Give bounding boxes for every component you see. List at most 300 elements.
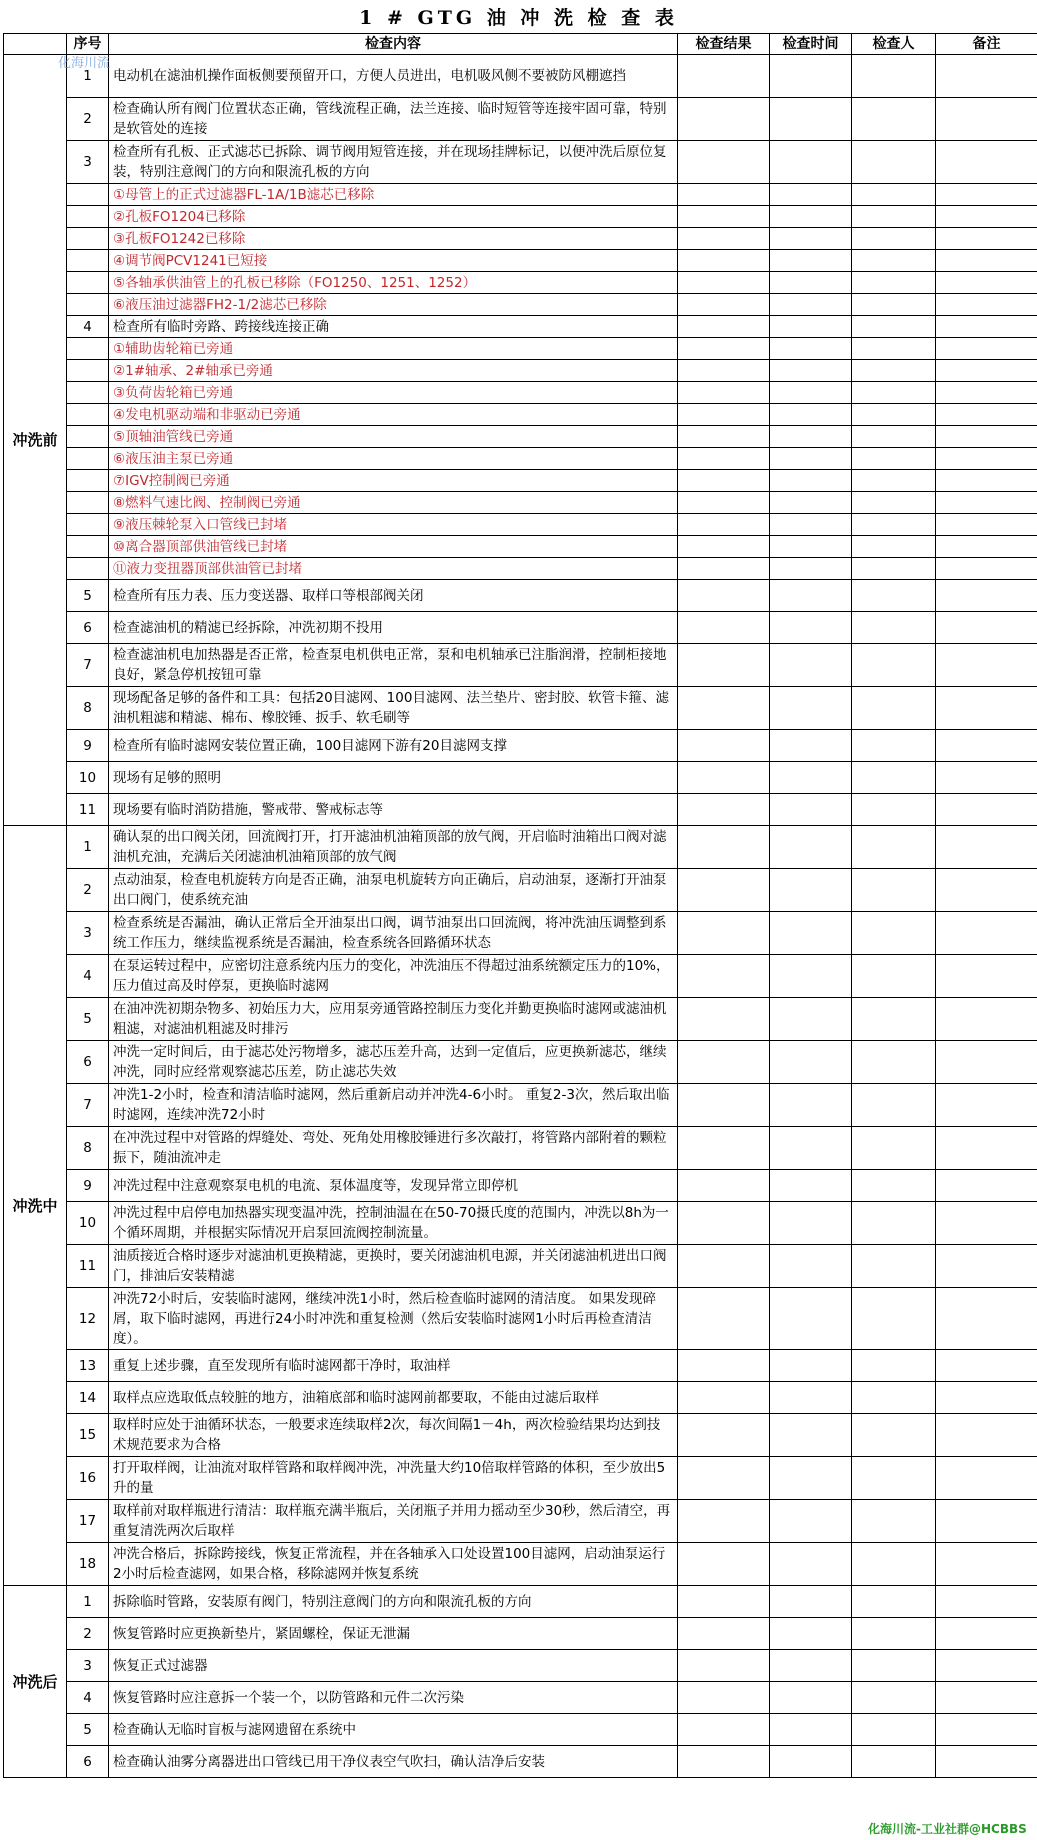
table-row	[4, 955, 1037, 998]
remark-cell[interactable]	[936, 1041, 1037, 1084]
remark-cell[interactable]	[936, 580, 1037, 612]
result-cell[interactable]	[678, 1245, 770, 1288]
result-cell[interactable]	[678, 228, 770, 250]
check-item-content: 检查确认所有阀门位置状态正确，管线流程正确，法兰连接、临时短管等连接牢固可靠，特别是软管处的连接	[109, 98, 678, 141]
table-row	[4, 1127, 1037, 1170]
row-seq	[67, 250, 109, 272]
remark-cell[interactable]	[936, 955, 1037, 998]
remark-cell[interactable]	[936, 1682, 1037, 1714]
table-row	[4, 1650, 1037, 1682]
time-cell[interactable]	[770, 1586, 852, 1618]
table-row	[4, 55, 1037, 98]
row-seq: 6	[67, 1041, 109, 1084]
row-seq	[67, 448, 109, 470]
table-row	[4, 998, 1037, 1041]
remark-cell[interactable]	[936, 1543, 1037, 1586]
remark-cell[interactable]	[936, 272, 1037, 294]
table-row	[4, 1202, 1037, 1245]
row-seq: 1	[67, 826, 109, 869]
check-item-content: 在油冲洗初期杂物多、初始压力大，应用泵旁通管路控制压力变化并勤更换临时滤网或滤油机粗滤，对滤油机粗滤及时排污	[109, 998, 678, 1041]
sub-item-content: ⑪液力变扭器顶部供油管已封堵	[109, 558, 678, 580]
time-cell[interactable]	[770, 1084, 852, 1127]
remark-cell[interactable]	[936, 558, 1037, 580]
time-cell[interactable]	[770, 1382, 852, 1414]
result-cell[interactable]	[678, 206, 770, 228]
inspector-cell[interactable]	[852, 762, 936, 794]
inspector-cell[interactable]	[852, 184, 936, 206]
time-cell[interactable]	[770, 644, 852, 687]
time-cell[interactable]	[770, 206, 852, 228]
remark-cell[interactable]	[936, 184, 1037, 206]
table-row	[4, 184, 1037, 206]
remark-cell[interactable]	[936, 492, 1037, 514]
time-cell[interactable]	[770, 448, 852, 470]
inspector-cell[interactable]	[852, 1500, 936, 1543]
row-seq: 12	[67, 1288, 109, 1350]
remark-cell[interactable]	[936, 514, 1037, 536]
result-cell[interactable]	[678, 1382, 770, 1414]
result-cell[interactable]	[678, 1127, 770, 1170]
time-cell[interactable]	[770, 470, 852, 492]
time-cell[interactable]	[770, 1414, 852, 1457]
inspector-cell[interactable]	[852, 1084, 936, 1127]
remark-cell[interactable]	[936, 687, 1037, 730]
remark-cell[interactable]	[936, 998, 1037, 1041]
row-seq: 1	[67, 1586, 109, 1618]
header-remark: 备注	[936, 34, 1037, 55]
time-cell[interactable]	[770, 1245, 852, 1288]
inspector-cell[interactable]	[852, 580, 936, 612]
result-cell[interactable]	[678, 141, 770, 184]
remark-cell[interactable]	[936, 98, 1037, 141]
result-cell[interactable]	[678, 558, 770, 580]
header-seq: 序号	[67, 34, 109, 55]
inspector-cell[interactable]	[852, 470, 936, 492]
table-row	[4, 794, 1037, 826]
header-row	[4, 34, 1037, 55]
result-cell[interactable]	[678, 360, 770, 382]
sub-item-content: ⑨液压棘轮泵入口管线已封堵	[109, 514, 678, 536]
time-cell[interactable]	[770, 184, 852, 206]
result-cell[interactable]	[678, 1350, 770, 1382]
remark-cell[interactable]	[936, 1414, 1037, 1457]
sub-item-content: ②1#轴承、2#轴承已旁通	[109, 360, 678, 382]
time-cell[interactable]	[770, 1500, 852, 1543]
check-item-content: 冲洗72小时后，安装临时滤网，继续冲洗1小时，然后检查临时滤网的清洁度。 如果发现碎屑，取下临时滤网，再进行24小时冲洗和重复检测（然后安装临时滤网1小时后再检查清洁度）。	[109, 1288, 678, 1350]
table-row	[4, 536, 1037, 558]
remark-cell[interactable]	[936, 1382, 1037, 1414]
remark-cell[interactable]	[936, 1714, 1037, 1746]
remark-cell[interactable]	[936, 644, 1037, 687]
time-cell[interactable]	[770, 869, 852, 912]
time-cell[interactable]	[770, 558, 852, 580]
time-cell[interactable]	[770, 955, 852, 998]
inspector-cell[interactable]	[852, 382, 936, 404]
result-cell[interactable]	[678, 470, 770, 492]
row-seq	[67, 360, 109, 382]
time-cell[interactable]	[770, 912, 852, 955]
result-cell[interactable]	[678, 404, 770, 426]
inspector-cell[interactable]	[852, 1127, 936, 1170]
result-cell[interactable]	[678, 826, 770, 869]
inspector-cell[interactable]	[852, 687, 936, 730]
remark-cell[interactable]	[936, 206, 1037, 228]
remark-cell[interactable]	[936, 294, 1037, 316]
result-cell[interactable]	[678, 687, 770, 730]
row-seq: 5	[67, 580, 109, 612]
table-row	[4, 1288, 1037, 1350]
sub-item-content: ②孔板FO1204已移除	[109, 206, 678, 228]
result-cell[interactable]	[678, 1746, 770, 1778]
row-seq: 1	[67, 55, 109, 98]
remark-cell[interactable]	[936, 826, 1037, 869]
remark-cell[interactable]	[936, 338, 1037, 360]
row-seq	[67, 272, 109, 294]
table-row	[4, 644, 1037, 687]
time-cell[interactable]	[770, 338, 852, 360]
check-item-content: 检查确认油雾分离器进出口管线已用干净仪表空气吹扫，确认洁净后安装	[109, 1746, 678, 1778]
time-cell[interactable]	[770, 272, 852, 294]
table-row	[4, 492, 1037, 514]
remark-cell[interactable]	[936, 448, 1037, 470]
inspector-cell[interactable]	[852, 206, 936, 228]
remark-cell[interactable]	[936, 1245, 1037, 1288]
result-cell[interactable]	[678, 1457, 770, 1500]
result-cell[interactable]	[678, 998, 770, 1041]
result-cell[interactable]	[678, 794, 770, 826]
time-cell[interactable]	[770, 1543, 852, 1586]
check-item-content: 电动机在滤油机操作面板侧要预留开口，方便人员进出，电机吸风侧不要被防风棚遮挡	[109, 55, 678, 98]
row-seq	[67, 404, 109, 426]
inspector-cell[interactable]	[852, 426, 936, 448]
inspector-cell[interactable]	[852, 98, 936, 141]
result-cell[interactable]	[678, 316, 770, 338]
inspector-cell[interactable]	[852, 250, 936, 272]
remark-cell[interactable]	[936, 794, 1037, 826]
time-cell[interactable]	[770, 1127, 852, 1170]
row-seq: 6	[67, 1746, 109, 1778]
time-cell[interactable]	[770, 1682, 852, 1714]
remark-cell[interactable]	[936, 141, 1037, 184]
check-item-content: 确认泵的出口阀关闭，回流阀打开，打开滤油机油箱顶部的放气阀，开启临时油箱出口阀对滤油机充油，充满后关闭滤油机油箱顶部的放气阀	[109, 826, 678, 869]
remark-cell[interactable]	[936, 316, 1037, 338]
inspector-cell[interactable]	[852, 1350, 936, 1382]
result-cell[interactable]	[678, 1414, 770, 1457]
time-cell[interactable]	[770, 730, 852, 762]
table-row	[4, 912, 1037, 955]
row-seq: 11	[67, 794, 109, 826]
row-seq: 10	[67, 762, 109, 794]
remark-cell[interactable]	[936, 1350, 1037, 1382]
time-cell[interactable]	[770, 360, 852, 382]
time-cell[interactable]	[770, 492, 852, 514]
inspector-cell[interactable]	[852, 1618, 936, 1650]
inspector-cell[interactable]	[852, 514, 936, 536]
header-inspector: 检查人	[852, 34, 936, 55]
time-cell[interactable]	[770, 382, 852, 404]
inspector-cell[interactable]	[852, 294, 936, 316]
table-row	[4, 426, 1037, 448]
remark-cell[interactable]	[936, 762, 1037, 794]
inspector-cell[interactable]	[852, 1746, 936, 1778]
row-seq: 4	[67, 955, 109, 998]
inspector-cell[interactable]	[852, 448, 936, 470]
inspector-cell[interactable]	[852, 1650, 936, 1682]
time-cell[interactable]	[770, 1457, 852, 1500]
table-row	[4, 730, 1037, 762]
result-cell[interactable]	[678, 1288, 770, 1350]
remark-cell[interactable]	[936, 426, 1037, 448]
time-cell[interactable]	[770, 426, 852, 448]
time-cell[interactable]	[770, 514, 852, 536]
sub-item-content: ④发电机驱动端和非驱动已旁通	[109, 404, 678, 426]
check-item-content: 恢复管路时应更换新垫片，紧固螺栓，保证无泄漏	[109, 1618, 678, 1650]
inspector-cell[interactable]	[852, 1682, 936, 1714]
time-cell[interactable]	[770, 250, 852, 272]
time-cell[interactable]	[770, 98, 852, 141]
time-cell[interactable]	[770, 228, 852, 250]
check-item-content: 取样前对取样瓶进行清洁：取样瓶充满半瓶后，关闭瓶子并用力摇动至少30秒，然后清空，再重复清洗两次后取样	[109, 1500, 678, 1543]
row-seq: 4	[67, 1682, 109, 1714]
table-row	[4, 1457, 1037, 1500]
row-seq: 11	[67, 1245, 109, 1288]
result-cell[interactable]	[678, 55, 770, 98]
check-item-content: 检查所有临时旁路、跨接线连接正确	[109, 316, 678, 338]
time-cell[interactable]	[770, 1618, 852, 1650]
check-item-content: 现场要有临时消防措施，警戒带、警戒标志等	[109, 794, 678, 826]
inspector-cell[interactable]	[852, 1202, 936, 1245]
result-cell[interactable]	[678, 448, 770, 470]
result-cell[interactable]	[678, 1618, 770, 1650]
row-seq: 18	[67, 1543, 109, 1586]
check-item-content: 冲洗过程中注意观察泵电机的电流、泵体温度等，发现异常立即停机	[109, 1170, 678, 1202]
inspector-cell[interactable]	[852, 536, 936, 558]
header-result: 检查结果	[678, 34, 770, 55]
time-cell[interactable]	[770, 762, 852, 794]
time-cell[interactable]	[770, 294, 852, 316]
table-row	[4, 272, 1037, 294]
table-row	[4, 1586, 1037, 1618]
time-cell[interactable]	[770, 404, 852, 426]
inspector-cell[interactable]	[852, 794, 936, 826]
result-cell[interactable]	[678, 1202, 770, 1245]
inspector-cell[interactable]	[852, 869, 936, 912]
row-seq: 9	[67, 730, 109, 762]
result-cell[interactable]	[678, 338, 770, 360]
inspector-cell[interactable]	[852, 998, 936, 1041]
inspector-cell[interactable]	[852, 955, 936, 998]
remark-cell[interactable]	[936, 1650, 1037, 1682]
remark-cell[interactable]	[936, 250, 1037, 272]
table-row	[4, 687, 1037, 730]
inspector-cell[interactable]	[852, 360, 936, 382]
remark-cell[interactable]	[936, 382, 1037, 404]
row-seq	[67, 426, 109, 448]
inspector-cell[interactable]	[852, 338, 936, 360]
time-cell[interactable]	[770, 1350, 852, 1382]
remark-cell[interactable]	[936, 536, 1037, 558]
inspector-cell[interactable]	[852, 1288, 936, 1350]
result-cell[interactable]	[678, 382, 770, 404]
time-cell[interactable]	[770, 612, 852, 644]
row-seq: 5	[67, 998, 109, 1041]
table-row	[4, 470, 1037, 492]
time-cell[interactable]	[770, 316, 852, 338]
result-cell[interactable]	[678, 514, 770, 536]
result-cell[interactable]	[678, 294, 770, 316]
inspector-cell[interactable]	[852, 272, 936, 294]
inspector-cell[interactable]	[852, 141, 936, 184]
inspector-cell[interactable]	[852, 612, 936, 644]
time-cell[interactable]	[770, 687, 852, 730]
time-cell[interactable]	[770, 1041, 852, 1084]
table-row	[4, 382, 1037, 404]
time-cell[interactable]	[770, 998, 852, 1041]
time-cell[interactable]	[770, 536, 852, 558]
inspector-cell[interactable]	[852, 1170, 936, 1202]
sub-item-content: ⑥液压油过滤器FH2-1/2滤芯已移除	[109, 294, 678, 316]
time-cell[interactable]	[770, 55, 852, 98]
remark-cell[interactable]	[936, 404, 1037, 426]
result-cell[interactable]	[678, 1170, 770, 1202]
remark-cell[interactable]	[936, 1202, 1037, 1245]
result-cell[interactable]	[678, 1543, 770, 1586]
phase-label: 冲洗中	[4, 826, 67, 1586]
table-row	[4, 1500, 1037, 1543]
inspector-cell[interactable]	[852, 1586, 936, 1618]
result-cell[interactable]	[678, 272, 770, 294]
inspector-cell[interactable]	[852, 1041, 936, 1084]
time-cell[interactable]	[770, 794, 852, 826]
remark-cell[interactable]	[936, 869, 1037, 912]
inspector-cell[interactable]	[852, 1414, 936, 1457]
table-row	[4, 360, 1037, 382]
sub-item-content: ⑤顶轴油管线已旁通	[109, 426, 678, 448]
result-cell[interactable]	[678, 1084, 770, 1127]
inspector-cell[interactable]	[852, 826, 936, 869]
row-seq	[67, 536, 109, 558]
time-cell[interactable]	[770, 1650, 852, 1682]
table-row	[4, 869, 1037, 912]
sub-item-content: ⑧燃料气速比阀、控制阀已旁通	[109, 492, 678, 514]
result-cell[interactable]	[678, 1586, 770, 1618]
check-item-content: 拆除临时管路，安装原有阀门，特别注意阀门的方向和限流孔板的方向	[109, 1586, 678, 1618]
table-row	[4, 404, 1037, 426]
table-row	[4, 580, 1037, 612]
table-row	[4, 1618, 1037, 1650]
inspector-cell[interactable]	[852, 404, 936, 426]
result-cell[interactable]	[678, 1500, 770, 1543]
inspector-cell[interactable]	[852, 492, 936, 514]
sub-item-content: ①辅助齿轮箱已旁通	[109, 338, 678, 360]
result-cell[interactable]	[678, 184, 770, 206]
time-cell[interactable]	[770, 141, 852, 184]
time-cell[interactable]	[770, 1288, 852, 1350]
row-seq	[67, 470, 109, 492]
result-cell[interactable]	[678, 955, 770, 998]
result-cell[interactable]	[678, 644, 770, 687]
table-row	[4, 141, 1037, 184]
row-seq	[67, 514, 109, 536]
row-seq: 7	[67, 1084, 109, 1127]
check-item-content: 在泵运转过程中，应密切注意系统内压力的变化，冲洗油压不得超过油系统额定压力的10%，压力值过高及时停泵，更换临时滤网	[109, 955, 678, 998]
check-item-content: 恢复管路时应注意拆一个装一个，以防管路和元件二次污染	[109, 1682, 678, 1714]
inspector-cell[interactable]	[852, 1543, 936, 1586]
remark-cell[interactable]	[936, 228, 1037, 250]
result-cell[interactable]	[678, 426, 770, 448]
result-cell[interactable]	[678, 1682, 770, 1714]
table-row	[4, 294, 1037, 316]
result-cell[interactable]	[678, 912, 770, 955]
result-cell[interactable]	[678, 580, 770, 612]
inspector-cell[interactable]	[852, 55, 936, 98]
result-cell[interactable]	[678, 612, 770, 644]
remark-cell[interactable]	[936, 1746, 1037, 1778]
remark-cell[interactable]	[936, 360, 1037, 382]
watermark-bottom: 化海川流-工业社群@HCBBS	[868, 1822, 1027, 1836]
result-cell[interactable]	[678, 98, 770, 141]
inspector-cell[interactable]	[852, 316, 936, 338]
inspector-cell[interactable]	[852, 558, 936, 580]
result-cell[interactable]	[678, 730, 770, 762]
remark-cell[interactable]	[936, 612, 1037, 644]
row-seq: 5	[67, 1714, 109, 1746]
remark-cell[interactable]	[936, 912, 1037, 955]
remark-cell[interactable]	[936, 55, 1037, 98]
inspector-cell[interactable]	[852, 1714, 936, 1746]
inspector-cell[interactable]	[852, 1245, 936, 1288]
result-cell[interactable]	[678, 762, 770, 794]
inspector-cell[interactable]	[852, 912, 936, 955]
row-seq	[67, 492, 109, 514]
table-row	[4, 316, 1037, 338]
result-cell[interactable]	[678, 1714, 770, 1746]
result-cell[interactable]	[678, 869, 770, 912]
remark-cell[interactable]	[936, 470, 1037, 492]
result-cell[interactable]	[678, 250, 770, 272]
remark-cell[interactable]	[936, 1457, 1037, 1500]
inspector-cell[interactable]	[852, 730, 936, 762]
inspector-cell[interactable]	[852, 1457, 936, 1500]
result-cell[interactable]	[678, 536, 770, 558]
time-cell[interactable]	[770, 1746, 852, 1778]
remark-cell[interactable]	[936, 1288, 1037, 1350]
time-cell[interactable]	[770, 1714, 852, 1746]
remark-cell[interactable]	[936, 1618, 1037, 1650]
time-cell[interactable]	[770, 1202, 852, 1245]
time-cell[interactable]	[770, 826, 852, 869]
remark-cell[interactable]	[936, 1586, 1037, 1618]
remark-cell[interactable]	[936, 1170, 1037, 1202]
time-cell[interactable]	[770, 580, 852, 612]
sub-item-content: ⑩离合器顶部供油管线已封堵	[109, 536, 678, 558]
remark-cell[interactable]	[936, 730, 1037, 762]
table-body	[4, 55, 1037, 1778]
inspector-cell[interactable]	[852, 228, 936, 250]
row-seq: 2	[67, 869, 109, 912]
remark-cell[interactable]	[936, 1500, 1037, 1543]
remark-cell[interactable]	[936, 1084, 1037, 1127]
inspector-cell[interactable]	[852, 1382, 936, 1414]
inspector-cell[interactable]	[852, 644, 936, 687]
time-cell[interactable]	[770, 1170, 852, 1202]
table-row	[4, 1746, 1037, 1778]
result-cell[interactable]	[678, 1041, 770, 1084]
result-cell[interactable]	[678, 1650, 770, 1682]
table-row	[4, 1245, 1037, 1288]
result-cell[interactable]	[678, 492, 770, 514]
remark-cell[interactable]	[936, 1127, 1037, 1170]
